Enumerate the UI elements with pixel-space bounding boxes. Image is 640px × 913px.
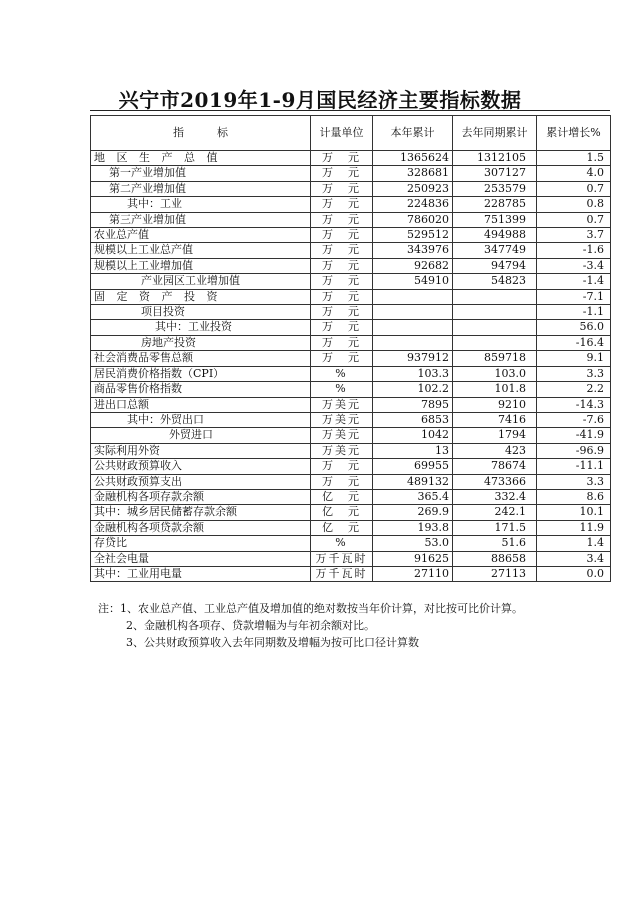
table-row (91, 228, 611, 243)
current-value-cell: 1365624 (373, 151, 453, 166)
table-row (91, 382, 611, 397)
previous-value-cell: 751399 (453, 212, 537, 227)
table-row (91, 166, 611, 181)
indicator-cell: 居民消费价格指数（CPI） (91, 366, 311, 381)
previous-value-cell: 253579 (453, 181, 537, 196)
growth-cell: 4.0 (537, 166, 611, 181)
unit-cell: % (311, 382, 373, 397)
indicator-cell: 固 定 资 产 投 资 (91, 289, 311, 304)
header-current: 本年累计 (373, 116, 453, 151)
indicator-table (90, 115, 611, 582)
previous-value-cell: 27113 (453, 566, 537, 581)
current-value-cell: 69955 (373, 459, 453, 474)
previous-value-cell: 1312105 (453, 151, 537, 166)
growth-cell: -1.6 (537, 243, 611, 258)
growth-cell: 3.3 (537, 366, 611, 381)
table-row (91, 197, 611, 212)
current-value-cell: 7895 (373, 397, 453, 412)
growth-cell: -41.9 (537, 428, 611, 443)
current-value-cell: 102.2 (373, 382, 453, 397)
growth-cell: 0.7 (537, 212, 611, 227)
table-row (91, 151, 611, 166)
indicator-cell: 进出口总额 (91, 397, 311, 412)
unit-cell: 万 元 (311, 335, 373, 350)
growth-cell: -1.4 (537, 274, 611, 289)
current-value-cell: 489132 (373, 474, 453, 489)
current-value-cell: 13 (373, 443, 453, 458)
indicator-cell: 社会消费品零售总额 (91, 351, 311, 366)
growth-cell: 3.7 (537, 228, 611, 243)
growth-cell: 2.2 (537, 382, 611, 397)
indicator-cell: 规模以上工业增加值 (91, 258, 311, 273)
current-value-cell: 1042 (373, 428, 453, 443)
table-row (91, 274, 611, 289)
table-row (91, 428, 611, 443)
title-underline (90, 110, 610, 111)
indicator-cell: 其中：外贸出口 (91, 412, 311, 427)
current-value-cell: 27110 (373, 566, 453, 581)
indicator-cell: 金融机构各项贷款余额 (91, 520, 311, 535)
previous-value-cell (453, 289, 537, 304)
note-3: 3、公共财政预算收入去年同期数及增幅为按可比口径计算数 (126, 636, 419, 649)
current-value-cell: 6853 (373, 412, 453, 427)
indicator-cell: 公共财政预算支出 (91, 474, 311, 489)
growth-cell: 3.3 (537, 474, 611, 489)
table-row (91, 289, 611, 304)
growth-cell: -7.1 (537, 289, 611, 304)
indicator-cell: 规模以上工业总产值 (91, 243, 311, 258)
previous-value-cell: 228785 (453, 197, 537, 212)
growth-cell: -1.1 (537, 305, 611, 320)
table-row (91, 412, 611, 427)
previous-value-cell: 7416 (453, 412, 537, 427)
unit-cell: 万 元 (311, 212, 373, 227)
unit-cell: 亿 元 (311, 520, 373, 535)
current-value-cell: 937912 (373, 351, 453, 366)
previous-value-cell (453, 335, 537, 350)
previous-value-cell: 94794 (453, 258, 537, 273)
previous-value-cell (453, 320, 537, 335)
header-growth: 累计增长% (537, 116, 611, 151)
growth-cell: -11.1 (537, 459, 611, 474)
table-row (91, 366, 611, 381)
growth-cell: 0.0 (537, 566, 611, 581)
indicator-cell: 第三产业增加值 (91, 212, 311, 227)
unit-cell: 亿 元 (311, 489, 373, 504)
current-value-cell: 328681 (373, 166, 453, 181)
unit-cell: 万 元 (311, 305, 373, 320)
table-row (91, 474, 611, 489)
unit-cell: 万美元 (311, 412, 373, 427)
previous-value-cell: 101.8 (453, 382, 537, 397)
growth-cell: -96.9 (537, 443, 611, 458)
unit-cell: 万 元 (311, 181, 373, 196)
table-row (91, 459, 611, 474)
growth-cell: 1.5 (537, 151, 611, 166)
indicator-cell: 项目投资 (91, 305, 311, 320)
unit-cell: 万 元 (311, 228, 373, 243)
previous-value-cell: 54823 (453, 274, 537, 289)
indicator-cell: 农业总产值 (91, 228, 311, 243)
growth-cell: -7.6 (537, 412, 611, 427)
table-body (91, 151, 611, 582)
header-unit: 计量单位 (311, 116, 373, 151)
current-value-cell: 54910 (373, 274, 453, 289)
current-value-cell: 269.9 (373, 505, 453, 520)
unit-cell: 万 元 (311, 243, 373, 258)
unit-cell: 万 元 (311, 351, 373, 366)
indicator-cell: 金融机构各项存款余额 (91, 489, 311, 504)
growth-cell: -3.4 (537, 258, 611, 273)
current-value-cell: 193.8 (373, 520, 453, 535)
unit-cell: 万 元 (311, 258, 373, 273)
growth-cell: 8.6 (537, 489, 611, 504)
table-row (91, 320, 611, 335)
current-value-cell: 92682 (373, 258, 453, 273)
unit-cell: 万美元 (311, 397, 373, 412)
growth-cell: 9.1 (537, 351, 611, 366)
growth-cell: 11.9 (537, 520, 611, 535)
table-row (91, 397, 611, 412)
unit-cell: 万美元 (311, 443, 373, 458)
growth-cell: 3.4 (537, 551, 611, 566)
indicator-cell: 外贸进口 (91, 428, 311, 443)
current-value-cell: 786020 (373, 212, 453, 227)
previous-value-cell: 307127 (453, 166, 537, 181)
indicator-cell: 其中：工业投资 (91, 320, 311, 335)
table-row (91, 505, 611, 520)
unit-cell: 万美元 (311, 428, 373, 443)
previous-value-cell: 494988 (453, 228, 537, 243)
current-value-cell: 103.3 (373, 366, 453, 381)
unit-cell: 万 元 (311, 320, 373, 335)
previous-value-cell: 1794 (453, 428, 537, 443)
note-2: 2、金融机构各项存、贷款增幅为与年初余额对比。 (126, 619, 375, 632)
growth-cell: -14.3 (537, 397, 611, 412)
unit-cell: % (311, 366, 373, 381)
indicator-cell: 其中：城乡居民储蓄存款余额 (91, 505, 311, 520)
unit-cell: 万千瓦时 (311, 566, 373, 581)
indicator-cell: 实际利用外资 (91, 443, 311, 458)
table-row (91, 536, 611, 551)
previous-value-cell: 423 (453, 443, 537, 458)
table-row (91, 566, 611, 581)
notes (98, 600, 618, 651)
unit-cell: 万 元 (311, 166, 373, 181)
current-value-cell (373, 289, 453, 304)
current-value-cell (373, 320, 453, 335)
previous-value-cell: 347749 (453, 243, 537, 258)
table-row (91, 520, 611, 535)
current-value-cell: 343976 (373, 243, 453, 258)
previous-value-cell: 78674 (453, 459, 537, 474)
indicator-cell: 存贷比 (91, 536, 311, 551)
table-row (91, 351, 611, 366)
table-row (91, 181, 611, 196)
table-row (91, 443, 611, 458)
growth-cell: 10.1 (537, 505, 611, 520)
previous-value-cell: 171.5 (453, 520, 537, 535)
previous-value-cell (453, 305, 537, 320)
indicator-cell: 公共财政预算收入 (91, 459, 311, 474)
current-value-cell: 250923 (373, 181, 453, 196)
unit-cell: 万 元 (311, 151, 373, 166)
current-value-cell: 529512 (373, 228, 453, 243)
unit-cell: 万 元 (311, 274, 373, 289)
growth-cell: 56.0 (537, 320, 611, 335)
unit-cell: 万 元 (311, 289, 373, 304)
growth-cell: 0.8 (537, 197, 611, 212)
table-row (91, 335, 611, 350)
previous-value-cell: 51.6 (453, 536, 537, 551)
previous-value-cell: 9210 (453, 397, 537, 412)
previous-value-cell: 242.1 (453, 505, 537, 520)
previous-value-cell: 332.4 (453, 489, 537, 504)
indicator-cell: 其中：工业用电量 (91, 566, 311, 581)
indicator-cell: 第二产业增加值 (91, 181, 311, 196)
table-row (91, 212, 611, 227)
indicator-cell: 第一产业增加值 (91, 166, 311, 181)
page-title: 兴宁市2019年1-9月国民经济主要指标数据 (118, 88, 522, 112)
unit-cell: 万千瓦时 (311, 551, 373, 566)
previous-value-cell: 859718 (453, 351, 537, 366)
unit-cell: 万 元 (311, 459, 373, 474)
current-value-cell: 224836 (373, 197, 453, 212)
indicator-cell: 产业园区工业增加值 (91, 274, 311, 289)
growth-cell: -16.4 (537, 335, 611, 350)
table-row (91, 243, 611, 258)
table-row (91, 551, 611, 566)
unit-cell: 万 元 (311, 474, 373, 489)
indicator-cell: 房地产投资 (91, 335, 311, 350)
indicator-cell: 商品零售价格指数 (91, 382, 311, 397)
header-previous: 去年同期累计 (453, 116, 537, 151)
current-value-cell (373, 335, 453, 350)
current-value-cell: 365.4 (373, 489, 453, 504)
header-indicator: 指 标 (91, 116, 311, 151)
unit-cell: % (311, 536, 373, 551)
indicator-cell: 其中：工业 (91, 197, 311, 212)
previous-value-cell: 473366 (453, 474, 537, 489)
unit-cell: 亿 元 (311, 505, 373, 520)
table-header-row (91, 116, 611, 151)
previous-value-cell: 103.0 (453, 366, 537, 381)
table-row (91, 305, 611, 320)
previous-value-cell: 88658 (453, 551, 537, 566)
current-value-cell: 91625 (373, 551, 453, 566)
current-value-cell: 53.0 (373, 536, 453, 551)
current-value-cell (373, 305, 453, 320)
growth-cell: 0.7 (537, 181, 611, 196)
table-row (91, 258, 611, 273)
growth-cell: 1.4 (537, 536, 611, 551)
unit-cell: 万 元 (311, 197, 373, 212)
table-row (91, 489, 611, 504)
indicator-cell: 地 区 生 产 总 值 (91, 151, 311, 166)
indicator-cell: 全社会电量 (91, 551, 311, 566)
note-1: 注：1、农业总产值、工业总产值及增加值的绝对数按当年价计算，对比按可比价计算。 (98, 602, 523, 615)
